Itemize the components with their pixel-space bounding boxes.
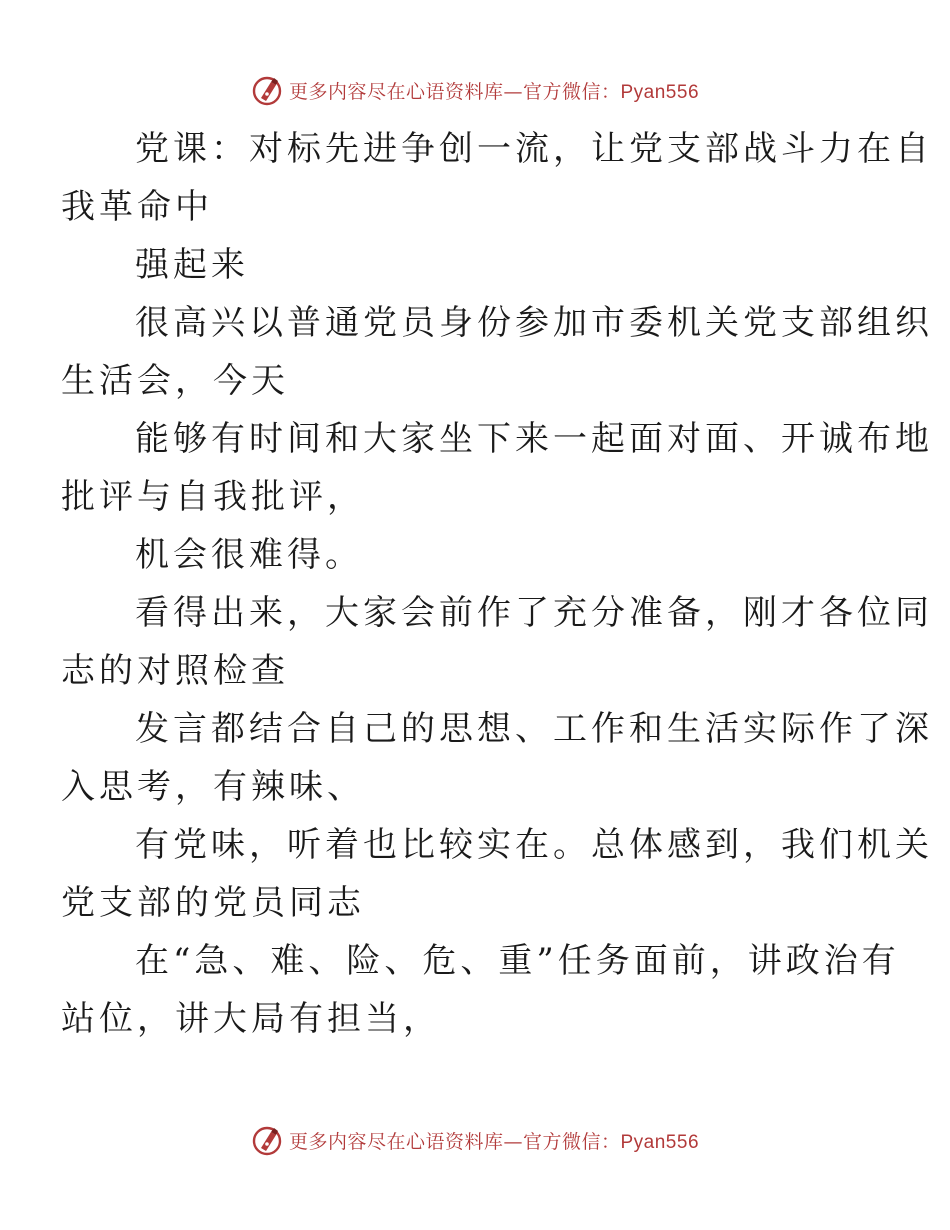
pen-nib-logo-icon	[251, 74, 283, 106]
paragraph-line: 有党味，听着也比较实在。总体感到，我们机关	[135, 825, 933, 865]
pen-nib-logo-icon	[251, 1124, 283, 1156]
paragraph-line: 强起来	[135, 245, 249, 285]
paragraph-line: 生活会，今天	[61, 361, 289, 401]
header-banner-label: 更多内容尽在心语资料库—官方微信：	[288, 80, 621, 103]
footer-banner-text	[289, 1127, 699, 1154]
footer-banner-label: 更多内容尽在心语资料库—官方微信：	[288, 1130, 621, 1153]
paragraph	[61, 410, 933, 526]
paragraph-title	[61, 120, 933, 236]
paragraph	[61, 700, 933, 816]
paragraph	[98, 236, 854, 294]
paragraph-line: 我革命中	[61, 187, 213, 227]
header-banner	[0, 70, 950, 110]
paragraph-line: 志的对照检查	[61, 651, 289, 691]
footer-banner	[0, 1120, 950, 1160]
paragraph-line: 在“急、难、险、危、重”任务面前，讲政治有	[135, 941, 900, 981]
paragraph-line: 发言都结合自己的思想、工作和生活实际作了深	[135, 709, 933, 749]
paragraph	[61, 816, 933, 932]
paragraph-line: 入思考，有辣味、	[61, 767, 365, 807]
paragraph	[61, 584, 933, 700]
paragraph	[61, 294, 933, 410]
paragraph-line: 批评与自我批评，	[61, 477, 365, 517]
header-banner-text	[289, 77, 699, 104]
header-wechat-id: Pyan556	[620, 81, 700, 103]
paragraph-line: 站位，讲大局有担当，	[61, 999, 441, 1039]
paragraph	[61, 932, 900, 1048]
document-body	[61, 120, 933, 1048]
paragraph-line: 看得出来，大家会前作了充分准备，刚才各位同	[135, 593, 933, 633]
paragraph-line: 党支部的党员同志	[61, 883, 365, 923]
footer-wechat-id: Pyan556	[620, 1131, 700, 1153]
paragraph-line: 党课：对标先进争创一流，让党支部战斗力在自	[135, 129, 933, 169]
paragraph	[98, 526, 854, 584]
paragraph-line: 机会很难得。	[135, 535, 363, 575]
paragraph-line: 能够有时间和大家坐下来一起面对面、开诚布地	[135, 419, 933, 459]
paragraph-line: 很高兴以普通党员身份参加市委机关党支部组织	[135, 303, 933, 343]
